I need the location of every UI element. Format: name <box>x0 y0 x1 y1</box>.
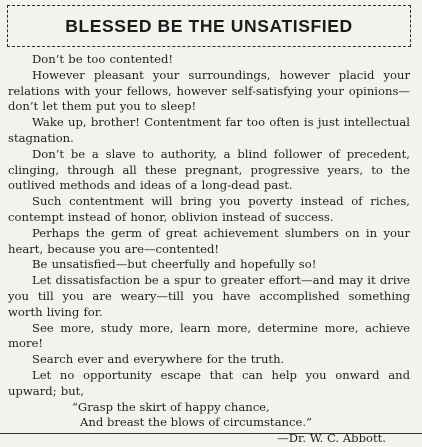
article-body <box>8 52 410 447</box>
paragraph: Perhaps the germ of great achievement slumbers on in your heart, because you are—contented! <box>8 225 410 256</box>
article-title: BLESSED BE THE UNSATISFIED <box>65 15 353 36</box>
paragraph: Such contentment will bring you poverty instead of riches, contempt instead of honor, oblivion instead of success. <box>8 194 410 224</box>
paragraph: However pleasant your surroundings, however placid your relations with your fellows, however self-satisfying your opinions—don’t let them put you to sleep! <box>8 67 410 114</box>
bottom-rule <box>0 433 422 434</box>
attribution: —Dr. W. C. Abbott. <box>277 431 386 446</box>
paragraph: Wake up, brother! Contentment far too often is just intellectual stagnation. <box>8 115 410 145</box>
quote-line: And breast the blows of circumstance.” <box>80 415 312 430</box>
paragraph: Be unsatisfied—but cheerfully and hopefully so! <box>32 257 317 272</box>
paragraph: Let dissatisfaction be a spur to greater effort—and may it drive you till you are weary—till you have accomplished something worth living for. <box>8 273 410 319</box>
paragraph: See more, study more, learn more, determine more, achieve more! <box>8 320 410 351</box>
quote-line: “Grasp the skirt of happy chance, <box>72 399 270 414</box>
title-box <box>7 5 411 47</box>
paragraph: Search ever and everywhere for the truth. <box>32 352 285 367</box>
paragraph: Let no opportunity escape that can help you onward and upward; but, <box>8 367 410 398</box>
paragraph: Don’t be too contented! <box>32 52 174 66</box>
paragraph: Don’t be a slave to authority, a blind follower of precedent, clinging, through all these pregnant, progressive years, to the outlived methods and ideas of a long-dead past. <box>8 146 410 193</box>
